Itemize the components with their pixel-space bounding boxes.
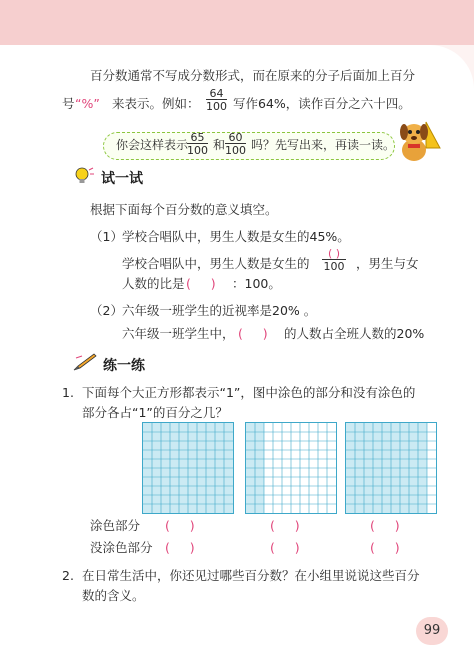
shaded-cell [409,495,418,504]
shaded-cell [391,495,400,504]
shaded-cell [255,477,264,486]
dog-mascot-icon [396,118,442,164]
item-2-blank[interactable]: ( ) [238,326,268,341]
shaded-cell [355,441,364,450]
q1-number: 1. [62,385,74,400]
shaded-cell [355,450,364,459]
shaded-cell [170,441,179,450]
shaded-cell [170,486,179,495]
shaded-cell [355,477,364,486]
shaded-cell [391,459,400,468]
shaded-cell [418,441,427,450]
shaded-cell [179,450,188,459]
shaded-cell [143,459,152,468]
shaded-cell [215,477,224,486]
shaded-cell [364,477,373,486]
shaded-cell [161,477,170,486]
shaded-cell [418,486,427,495]
shaded-cell [382,450,391,459]
shaded-cell [161,495,170,504]
shaded-cell [355,504,364,513]
shaded-cell [197,450,206,459]
shaded-cell [188,432,197,441]
shaded-cell [391,441,400,450]
shaded-cell [215,504,224,513]
shaded-cell [179,504,188,513]
shaded-cell [400,486,409,495]
shaded-cell [418,495,427,504]
bubble-fraction-2-denominator: 100 [225,144,246,157]
item-1-line-2-post: ，男生与女 [356,256,419,271]
bubble-fraction-2 [225,132,246,156]
shaded-cell [391,468,400,477]
try-instruction: 根据下面每个百分数的意义填空。 [90,202,278,217]
shaded-cell [152,459,161,468]
shaded-cell [246,432,255,441]
shaded-cell [355,486,364,495]
shaded-cell [391,504,400,513]
shaded-cell [246,468,255,477]
shaded-cell [346,495,355,504]
shaded-cell [400,432,409,441]
shaded-cell [246,495,255,504]
shaded-cell [400,441,409,450]
shaded-cell [179,432,188,441]
shaded-cell [409,504,418,513]
shaded-cell [246,423,255,432]
shaded-cell [206,486,215,495]
shaded-cell [246,477,255,486]
shaded-cell [418,504,427,513]
shaded-cell [188,477,197,486]
shaded-cell [152,468,161,477]
shaded-cell [170,468,179,477]
shaded-cell [197,504,206,513]
shaded-cell [143,486,152,495]
shaded-cell [355,459,364,468]
shaded-cell [215,459,224,468]
shaded-cell [206,432,215,441]
shaded-cell [409,459,418,468]
item-1-label: （1） [90,229,123,244]
shaded-cell [373,432,382,441]
shaded-cell [224,495,233,504]
item-2-line-2-pre: 六年级一班学生中， [122,326,235,341]
shaded-cell [215,432,224,441]
shaded-cell [346,504,355,513]
shaded-cell [255,423,264,432]
shaded-answer-2[interactable]: ( ) [270,518,300,533]
shaded-cell [161,441,170,450]
shaded-cell [215,495,224,504]
shaded-cell [188,423,197,432]
shaded-cell [152,486,161,495]
shaded-cell [224,441,233,450]
shaded-cell [143,504,152,513]
shaded-cell [418,423,427,432]
shaded-cell [355,495,364,504]
item-1-line-2-pre: 学校合唱队中，男生人数是女生的 [122,256,310,271]
shaded-cell [143,441,152,450]
item-2-text: 六年级一班学生的近视率是20% 。 [122,303,317,318]
shaded-cell [197,423,206,432]
item-1-line-3-pre: 人数的比是 [122,276,185,291]
shaded-cell [400,423,409,432]
shaded-cell [364,495,373,504]
shaded-cell [391,477,400,486]
shaded-cell [346,441,355,450]
shaded-cell [206,477,215,486]
shaded-cell [188,504,197,513]
shaded-cell [409,423,418,432]
shaded-cell [206,423,215,432]
shaded-cell [364,504,373,513]
shaded-cell [373,504,382,513]
shaded-cell [152,441,161,450]
shaded-cell [355,468,364,477]
shaded-cell [382,441,391,450]
shaded-cell [152,450,161,459]
shaded-cell [161,504,170,513]
item-1-fraction-blank[interactable]: ( ) [322,248,346,260]
grid-square-2 [245,422,337,514]
intro-fraction-denominator: 100 [206,100,227,113]
shaded-cell [188,441,197,450]
shaded-cell [382,486,391,495]
shaded-cell [409,441,418,450]
shaded-cell [255,495,264,504]
shaded-cell [391,423,400,432]
shaded-cell [364,432,373,441]
shaded-cell [224,468,233,477]
practice-section-title: 练一练 [103,358,145,374]
shaded-cell [255,468,264,477]
shaded-cell [170,495,179,504]
shaded-cell [170,477,179,486]
shaded-cell [346,432,355,441]
shaded-cell [364,468,373,477]
shaded-cell [346,459,355,468]
top-band [0,0,474,45]
shaded-cell [215,423,224,432]
shaded-cell [161,468,170,477]
shaded-cell [364,459,373,468]
shaded-cell [255,441,264,450]
shaded-cell [224,504,233,513]
shaded-cell [143,477,152,486]
unshaded-answer-1[interactable]: ( ) [165,540,195,555]
shaded-cell [143,468,152,477]
q2-line-2: 数的含义。 [82,588,145,603]
shaded-cell [206,441,215,450]
shaded-cell [409,432,418,441]
shaded-cell [400,459,409,468]
shaded-cell [206,495,215,504]
shaded-cell [409,477,418,486]
shaded-cell [246,450,255,459]
shaded-cell [255,450,264,459]
shaded-cell [161,423,170,432]
shaded-cell [179,468,188,477]
shaded-cell [188,486,197,495]
q1-line-2: 部分各占“1”的百分之几？ [82,405,228,420]
shaded-cell [179,477,188,486]
shaded-cell [391,432,400,441]
shaded-cell [418,468,427,477]
shaded-cell [197,495,206,504]
shaded-cell [246,486,255,495]
shaded-cell [418,477,427,486]
shaded-cell [197,432,206,441]
shaded-cell [382,477,391,486]
item-2-label: （2） [90,303,123,318]
shaded-cell [170,450,179,459]
shaded-cell [255,504,264,513]
bubble-fraction-1 [187,132,208,156]
shaded-cell [382,495,391,504]
bubble-fraction-1-denominator: 100 [187,144,208,157]
shaded-cell [382,504,391,513]
shaded-cell [373,486,382,495]
shaded-cell [400,495,409,504]
q1-line-1: 下面每个大正方形都表示“1”，图中涂色的部分和没有涂色的 [82,385,416,400]
shaded-cell [255,432,264,441]
shaded-cell [152,504,161,513]
shaded-cell [206,504,215,513]
shaded-answer-3[interactable]: ( ) [370,518,400,533]
shaded-cell [206,459,215,468]
shaded-cell [346,450,355,459]
shaded-cell [224,459,233,468]
shaded-cell [373,495,382,504]
shaded-cell [170,504,179,513]
shaded-cell [400,477,409,486]
shaded-cell [179,495,188,504]
q2-line-1: 在日常生活中，你还见过哪些百分数？在小组里说说这些百分 [82,568,420,583]
page-number: 99 [416,617,448,645]
shaded-cell [224,477,233,486]
shaded-cell [409,450,418,459]
shaded-cell [391,450,400,459]
shaded-cell [143,450,152,459]
shaded-cell [373,459,382,468]
shaded-cell [255,459,264,468]
pencil-icon [72,352,98,372]
shaded-cell [246,441,255,450]
shaded-cell [224,432,233,441]
shaded-cell [373,468,382,477]
unshaded-label: 没涂色部分 [90,540,153,555]
shaded-cell [179,459,188,468]
shaded-cell [215,468,224,477]
shaded-cell [197,441,206,450]
shaded-cell [179,423,188,432]
item-2-line-2-post: 的人数占全班人数的20% [284,326,425,341]
shaded-cell [197,459,206,468]
shaded-cell [373,450,382,459]
shaded-cell [400,504,409,513]
shaded-cell [224,423,233,432]
bubble-text-and: 和 [213,138,226,152]
shaded-cell [391,486,400,495]
grid-square-1 [142,422,234,514]
shaded-answer-1[interactable]: ( ) [165,518,195,533]
item-1-fraction [322,248,346,272]
shaded-cell [197,486,206,495]
shaded-cell [382,423,391,432]
shaded-cell [197,477,206,486]
intro-line-2-post: 写作64%，读作百分之六十四。 [233,96,411,111]
shaded-cell [143,432,152,441]
shaded-cell [152,423,161,432]
lightbulb-icon [73,166,95,186]
bubble-text-post: 吗？先写出来，再读一读。 [251,138,396,152]
shaded-cell [418,432,427,441]
shaded-cell [382,468,391,477]
shaded-cell [373,477,382,486]
shaded-cell [152,495,161,504]
item-1-line-3-post: ：100。 [232,276,281,291]
shaded-cell [161,459,170,468]
grid-square-3 [345,422,437,514]
unshaded-answer-3[interactable]: ( ) [370,540,400,555]
shaded-cell [206,450,215,459]
shaded-cell [418,450,427,459]
intro-line-2-mid: 来表示。例如： [112,96,200,111]
shaded-cell [409,468,418,477]
shaded-cell [188,450,197,459]
shaded-cell [382,459,391,468]
bubble-fraction-1-numerator: 65 [187,132,208,144]
shaded-cell [188,468,197,477]
shaded-cell [197,468,206,477]
shaded-cell [400,450,409,459]
intro-fraction-numerator: 64 [206,88,227,100]
shaded-cell [179,441,188,450]
shaded-cell [152,477,161,486]
shaded-cell [143,495,152,504]
shaded-cell [215,450,224,459]
q2-number: 2. [62,568,74,583]
shaded-cell [246,504,255,513]
shaded-cell [409,486,418,495]
item-1-fraction-denominator: 100 [323,260,345,273]
shaded-cell [373,441,382,450]
shaded-cell [188,459,197,468]
shaded-cell [418,459,427,468]
item-1-ratio-blank[interactable]: ( ) [186,276,216,291]
shaded-cell [364,423,373,432]
shaded-label: 涂色部分 [90,518,141,533]
shaded-cell [373,423,382,432]
unshaded-answer-2[interactable]: ( ) [270,540,300,555]
shaded-cell [143,423,152,432]
shaded-cell [382,432,391,441]
shaded-cell [215,441,224,450]
shaded-cell [255,486,264,495]
shaded-cell [346,486,355,495]
shaded-cell [346,423,355,432]
shaded-cell [179,486,188,495]
shaded-cell [355,432,364,441]
intro-line-1: 百分数通常不写成分数形式，而在原来的分子后面加上百分 [90,68,416,83]
percent-sign: “%” [75,96,100,111]
shaded-cell [161,432,170,441]
shaded-cell [364,486,373,495]
bubble-text-pre: 你会这样表示 [116,138,189,152]
shaded-cell [246,459,255,468]
shaded-cell [170,432,179,441]
item-1-text: 学校合唱队中，男生人数是女生的45%。 [122,229,350,244]
shaded-cell [224,450,233,459]
shaded-cell [224,486,233,495]
shaded-cell [170,459,179,468]
shaded-cell [215,486,224,495]
intro-line-2-pre: 号 [62,96,75,111]
shaded-cell [400,468,409,477]
shaded-cell [161,450,170,459]
try-section-title: 试一试 [101,171,143,187]
shaded-cell [206,468,215,477]
shaded-cell [152,432,161,441]
shaded-cell [161,486,170,495]
shaded-cell [188,495,197,504]
shaded-cell [346,477,355,486]
intro-fraction [206,88,227,112]
shaded-cell [346,468,355,477]
shaded-cell [170,423,179,432]
shaded-cell [364,450,373,459]
shaded-cell [364,441,373,450]
bubble-fraction-2-numerator: 60 [225,132,246,144]
shaded-cell [355,423,364,432]
